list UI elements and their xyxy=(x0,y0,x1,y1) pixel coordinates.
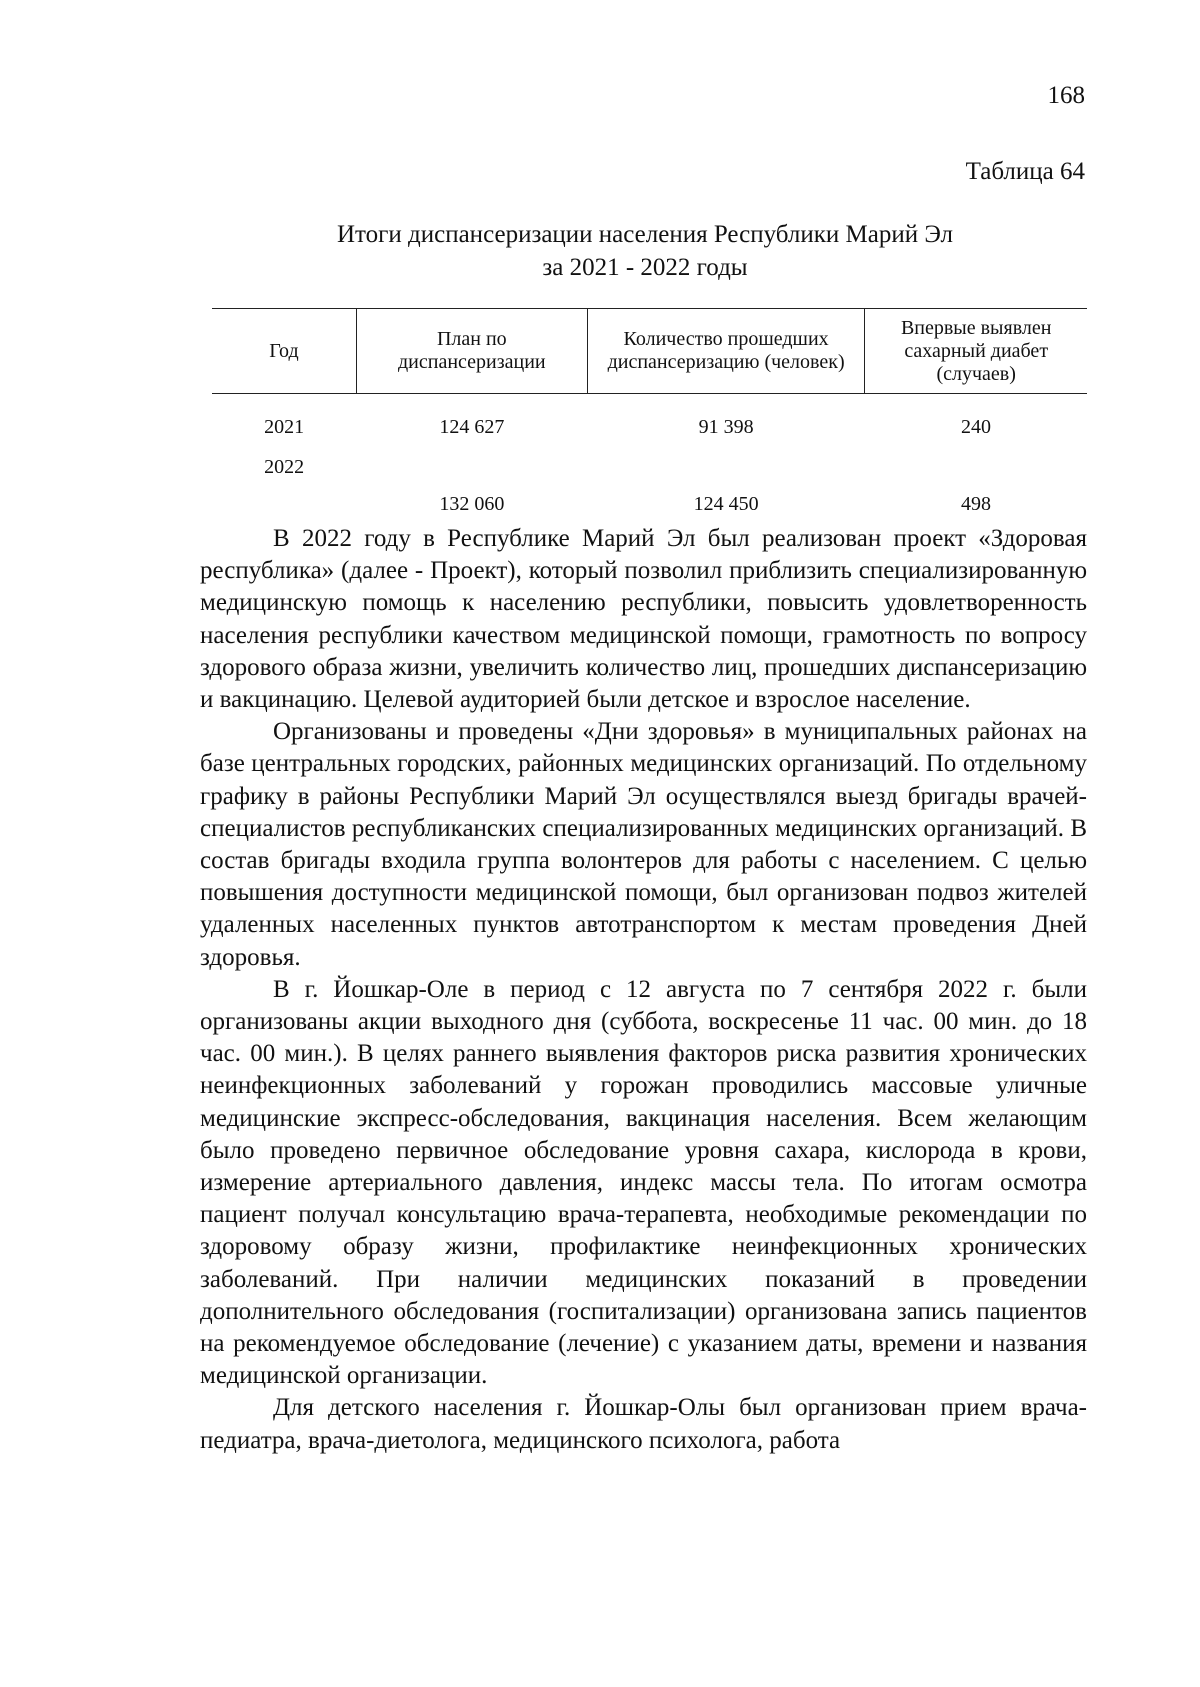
header-diabetes-cases: Впервые выявлен сахарный диабет (случаев) xyxy=(865,309,1087,394)
cell-year: 2022 xyxy=(264,456,305,478)
cell-plan: 132 060 xyxy=(439,493,505,515)
table-row xyxy=(212,454,1087,520)
screening-results-table xyxy=(212,308,1087,520)
paragraph-children: Для детского населения г. Йошкар-Олы был организован прием врача-педиатра, врача-диетолога, медицинского психолога, работа xyxy=(200,1394,1087,1454)
header-screened-count: Количество прошедших диспансеризацию (человек) xyxy=(587,309,865,394)
table-row xyxy=(212,394,1087,455)
cell-year: 2021 xyxy=(264,416,305,438)
page-number: 168 xyxy=(1047,82,1085,109)
body-text xyxy=(200,523,1087,1457)
table-title xyxy=(200,218,1090,284)
paragraph-weekend-actions: В г. Йошкар-Оле в период с 12 августа по 7 сентября 2022 г. были организованы акции выходного дня (суббота, воскресенье 11 час. 00 мин. до 18 час. 00 мин.). В целях раннего выявления факторов риска развития хронических неинфекционных заболеваний у горожан проводились массовые уличные медицинские экспресс-обследования, вакцинация населения. Всем желающим было проведено первичное обследование уровня сахара, кислорода в крови, измерение артериального давления, индекс массы тела. По итогам осмотра пациент получал консультацию врача-терапевта, необходимые рекомендации по здоровому образу жизни, профилактике неинфекционных хронических заболеваний. При наличии медицинских показаний в проведении дополнительного обследования (госпитализации) организована запись пациентов на рекомендуемое обследование (лечение) с указанием даты, времени и названия медицинской организации. xyxy=(200,975,1087,1390)
cell-diabetes-cases: 240 xyxy=(960,416,991,438)
table-title-line-2: за 2021 - 2022 годы xyxy=(542,254,748,281)
table-label: Таблица 64 xyxy=(965,158,1085,185)
header-plan: План по диспансеризации xyxy=(356,309,587,394)
cell-screened-count: 124 450 xyxy=(693,493,759,515)
cell-diabetes-cases: 498 xyxy=(960,493,991,515)
table-header-row xyxy=(212,309,1087,394)
paragraph-health-days: Организованы и проведены «Дни здоровья» в муниципальных районах на базе центральных городских, районных медицинских организаций. По отдельному графику в районы Республики Марий Эл осуществлялся выезд бригады врачей-специалистов республиканских специализированных медицинских организаций. В состав бригады входила группа волонтеров для работы с населением. С целью повышения доступности медицинской помощи, был организован подвоз жителей удаленных населенных пунктов автотранспортом к местам проведения Дней здоровья. xyxy=(200,718,1087,971)
paragraph-project: В 2022 году в Республике Марий Эл был реализован проект «Здоровая республика» (далее - Проект), который позволил приблизить специализированную медицинскую помощь к населению республики, повысить удовлетворенность населения республики качеством медицинской помощи, грамотность по вопросу здорового образа жизни, увеличить количество лиц, прошедших диспансеризацию и вакцинацию. Целевой аудиторией были детское и взрослое население. xyxy=(200,525,1087,714)
table-title-line-1: Итоги диспансеризации населения Республики Марий Эл xyxy=(336,221,953,248)
cell-screened-count: 91 398 xyxy=(698,416,754,438)
cell-plan: 124 627 xyxy=(439,416,505,438)
header-year: Год xyxy=(212,309,356,394)
